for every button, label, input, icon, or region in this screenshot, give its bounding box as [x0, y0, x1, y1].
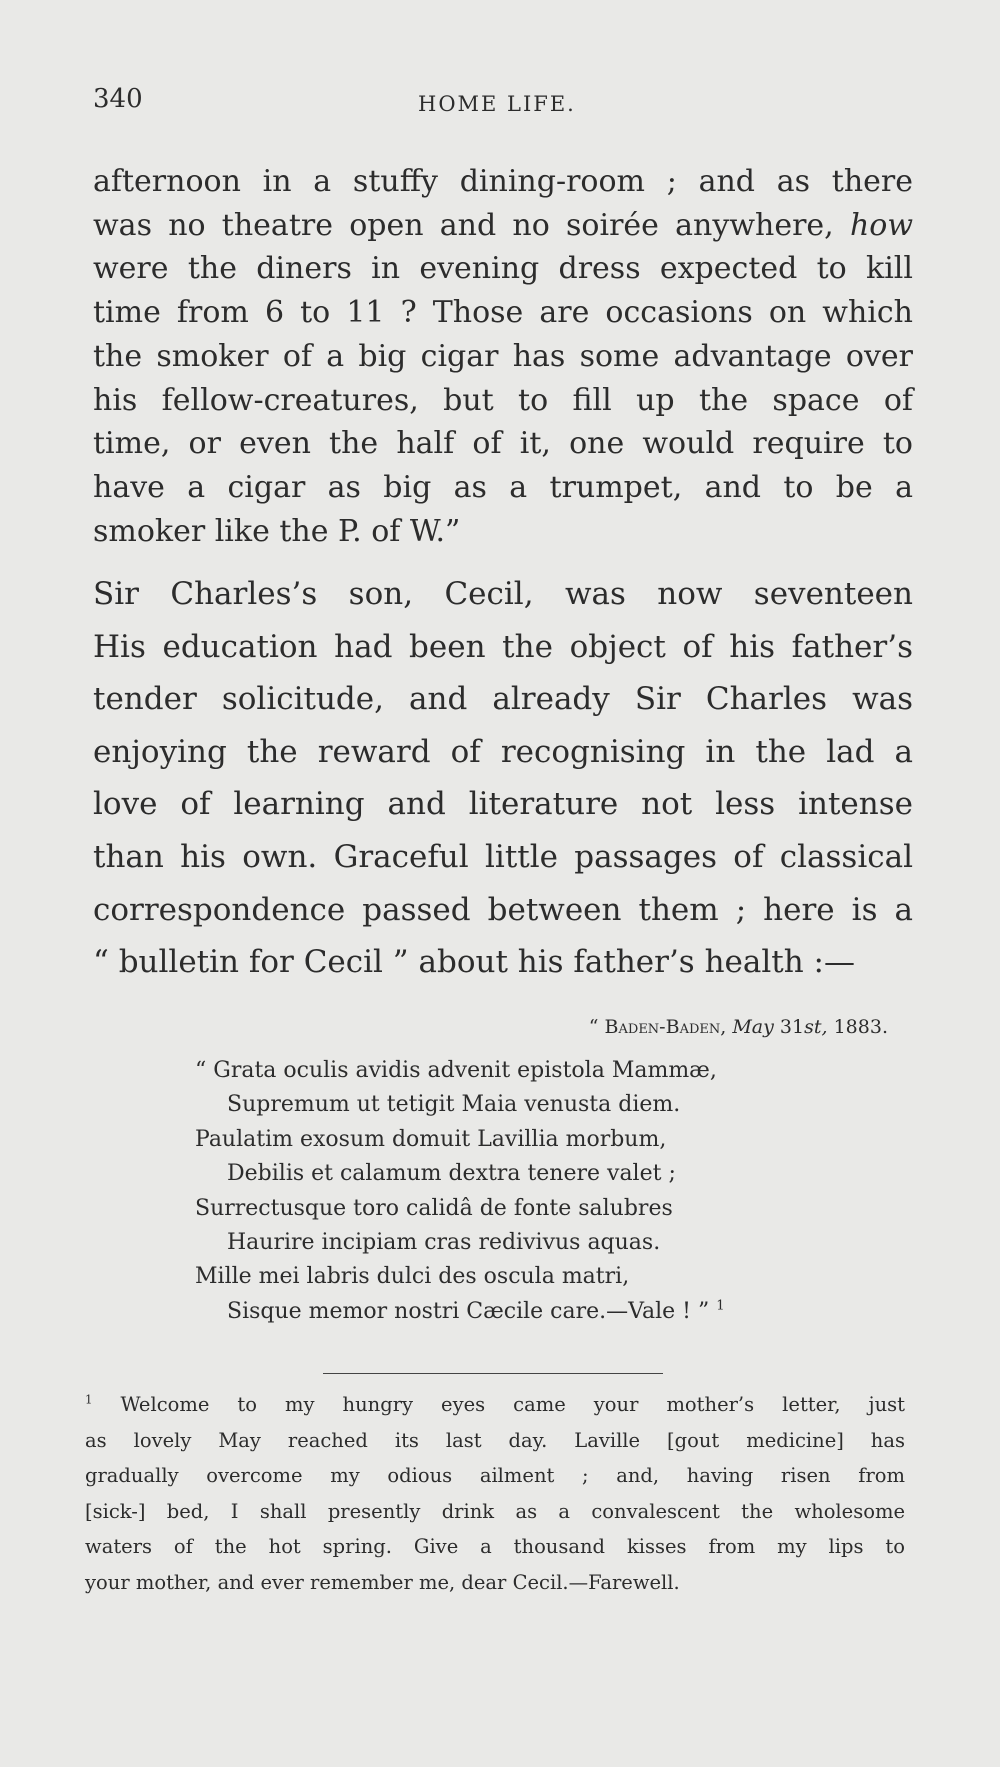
text-segment: was no theatre open and no soirée anywhere, [93, 207, 850, 243]
text-line: time, or even the half of it, one would require to [93, 426, 913, 462]
footnote-marker: 1 [85, 1392, 93, 1407]
text-line: correspondence passed between them ; here is a [93, 891, 913, 928]
footnote-line: waters of the hot spring. Give a thousand kisses from my lips to [85, 1535, 905, 1558]
footnote-line: [sick-] bed, I shall presently drink as a convalescent the wholesome [85, 1499, 905, 1523]
letter-year: 1883. [833, 1016, 888, 1038]
text-line: time from 6 to 11 ? Those are occasions on which [93, 295, 913, 331]
letter-dateline [589, 1016, 888, 1038]
italic-word: how [849, 207, 913, 243]
text-line: have a cigar as big as a trumpet, and to be a [93, 469, 913, 505]
poem-line: Mille mei labris dulci des oscula matri, [195, 1264, 630, 1290]
footnote-line: as lovely May reached its last day. Laville [gout medicine] has [85, 1428, 905, 1452]
text-line: “ bulletin for Cecil ” about his father’s health :— [93, 944, 855, 981]
footnote [85, 1387, 905, 1600]
page-number: 340 [93, 84, 143, 114]
footnote-line: your mother, and ever remember me, dear Cecil.—Farewell. [85, 1570, 680, 1594]
text-line: the smoker of a big cigar has some advantage over [93, 338, 913, 374]
paragraph-continued [93, 160, 913, 553]
latin-poem [195, 1054, 725, 1329]
letter-day-suffix: st, [804, 1016, 828, 1038]
text-line: love of learning and literature not less intense [93, 786, 913, 823]
text-line: afternoon in a stuffy dining-room ; and as there [93, 164, 913, 199]
poem-line-text: Sisque memor nostri Cæcile care.—Vale ! ” [227, 1298, 710, 1324]
text-line: than his own. Graceful little passages of classical [93, 838, 913, 875]
open-quote: “ [588, 1016, 599, 1038]
poem-line: Debilis et calamum dextra tenere valet ; [227, 1161, 676, 1187]
footnote-line: gradually overcome my odious ailment ; and, having risen from [85, 1464, 905, 1487]
footnote-text: Welcome to my hungry eyes came your mother’s letter, just [92, 1393, 905, 1416]
poem-line [195, 1295, 725, 1329]
letter-day: 31 [779, 1016, 805, 1038]
footnote-line [85, 1387, 905, 1423]
poem-line: Supremum ut tetigit Maia venusta diem. [227, 1092, 681, 1118]
poem-line: Surrectusque toro calidâ de fonte salubres [195, 1195, 673, 1221]
text-line: enjoying the reward of recognising in the lad a [93, 733, 913, 770]
poem-line: “ Grata oculis avidis advenit epistola Mammæ, [195, 1058, 717, 1083]
running-head: HOME LIFE. [418, 92, 576, 116]
letter-month: May [732, 1016, 774, 1038]
text-line: Sir Charles’s son, Cecil, was now seventeen [93, 576, 913, 612]
text-line: tender solicitude, and already Sir Charles was [93, 681, 913, 718]
text-line: were the diners in evening dress expected to kill [93, 251, 913, 287]
page-header [93, 84, 913, 124]
text-line: smoker like the P. of W.” [93, 513, 461, 549]
text-line: his fellow-creatures, but to fill up the space of [93, 382, 913, 418]
poem-line: Paulatim exosum domuit Lavillia morbum, [195, 1126, 667, 1152]
paragraph-cecil [93, 568, 913, 989]
letter-place: Baden-Baden, [604, 1016, 727, 1038]
footnote-divider [323, 1373, 663, 1374]
footnote-reference[interactable]: 1 [716, 1298, 725, 1314]
text-line [93, 204, 913, 248]
text-line: His education had been the object of his father’s [93, 628, 913, 665]
poem-line: Haurire incipiam cras redivivus aquas. [227, 1230, 661, 1256]
